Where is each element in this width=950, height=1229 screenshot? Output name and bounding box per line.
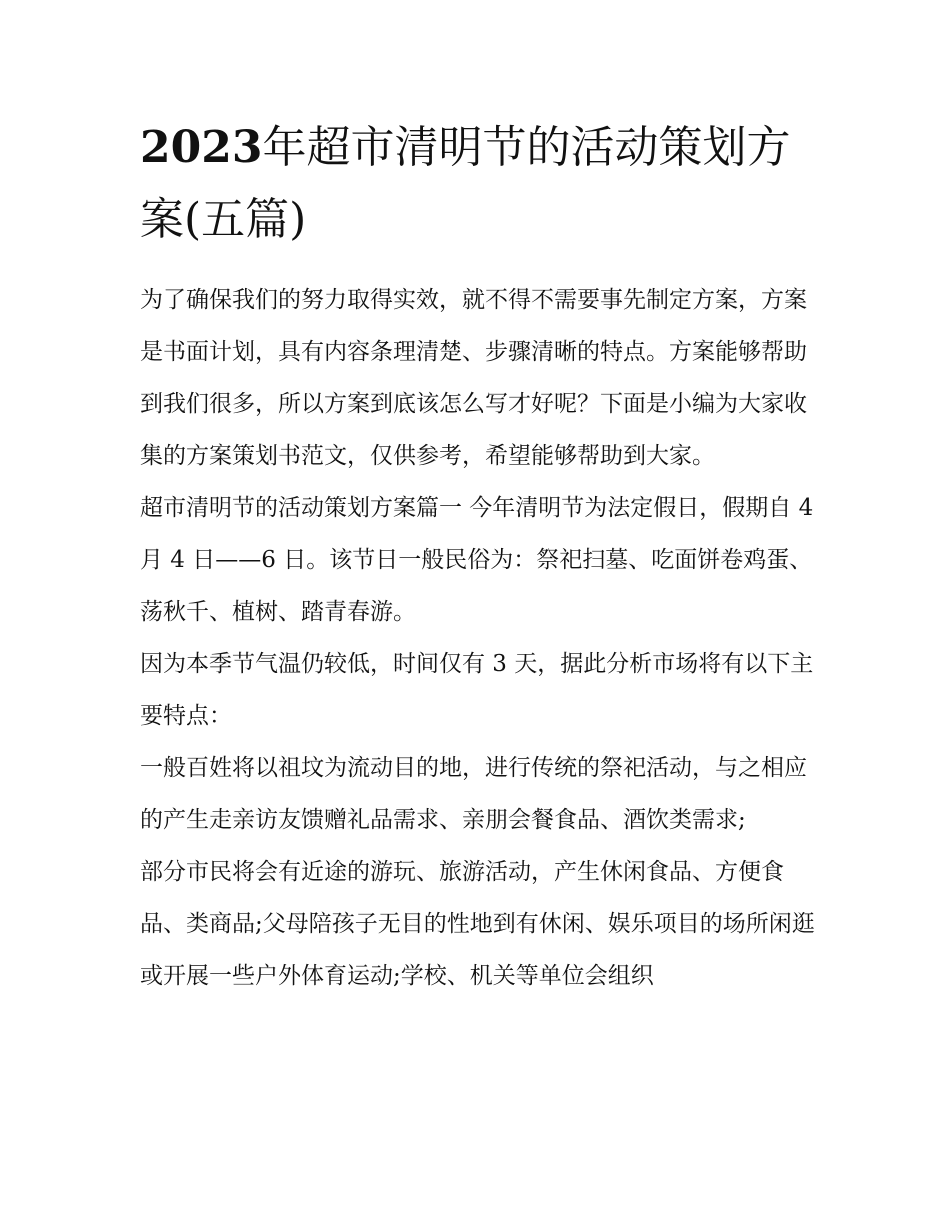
paragraph-market-analysis: 因为本季节气温仍较低，时间仅有 3 天，据此分析市场将有以下主要特点： — [140, 651, 814, 729]
paragraph-feature-two: 部分市民将会有近途的游玩、旅游活动，产生休闲食品、方便食品、类商品;父母陪孩子无目的性地到有休闲、娱乐项目的场所闲逛或开展一些户外体育运动;学校、机关等单位会组织 — [140, 859, 815, 989]
paragraph-feature-one: 一般百姓将以祖坟为流动目的地，进行传统的祭祀活动，与之相应的产生走亲访友馈赠礼品需求、亲朋会餐食品、酒饮类需求; — [140, 755, 807, 833]
paragraph-intro: 为了确保我们的努力取得实效，就不得不需要事先制定方案，方案是书面计划，具有内容条理清楚、步骤清晰的特点。方案能够帮助到我们很多，所以方案到底该怎么写才好呢？下面是小编为大家收集的方案策划书范文，仅供参考，希望能够帮助到大家。 — [140, 287, 807, 469]
document-content — [140, 112, 815, 1002]
document-body — [140, 274, 815, 1002]
title-year: 2023 — [140, 122, 263, 173]
paragraph-section-one: 超市清明节的活动策划方案篇一 今年清明节为法定假日，假期自 4 月 4 日——6 日。该节日一般民俗为：祭祀扫墓、吃面饼卷鸡蛋、荡秋千、植树、踏青春游。 — [140, 495, 814, 625]
document-title — [140, 112, 815, 256]
title-text: 年超市清明节的活动策划方案(五篇) — [140, 122, 791, 245]
